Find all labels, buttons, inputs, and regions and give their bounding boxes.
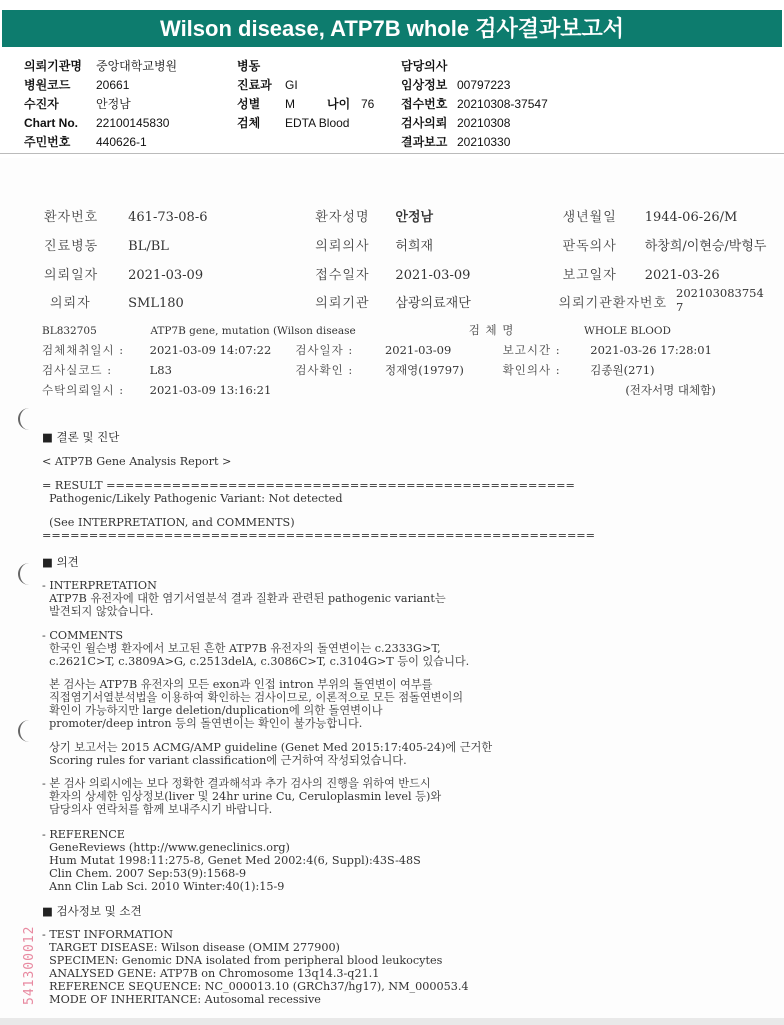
row-patient-id bbox=[44, 206, 737, 225]
e-signature-note: (전자서명 대체함) bbox=[625, 383, 716, 397]
header-col1 bbox=[24, 57, 177, 152]
chart-no-label: Chart No. bbox=[24, 116, 78, 130]
hospital-value: 중앙대학교병원 bbox=[96, 59, 178, 73]
punch-hole bbox=[18, 563, 34, 585]
consign-time-label: 수탁의뢰일시 : bbox=[42, 383, 125, 397]
report-date-value: 2021-03-26 bbox=[644, 268, 720, 283]
row-consign bbox=[42, 382, 716, 398]
requester-label: 의뢰자 bbox=[50, 296, 91, 311]
patient-name-label: 환자성명 bbox=[315, 210, 370, 225]
consign-time-value: 2021-03-09 13:16:21 bbox=[149, 383, 272, 397]
age-value: 76 bbox=[361, 97, 375, 111]
specimen-value: EDTA Blood bbox=[285, 116, 350, 130]
ordering-doctor-label: 의뢰의사 bbox=[315, 239, 370, 254]
report-title: Wilson disease, ATP7B whole 검사결과보고서 bbox=[2, 10, 782, 47]
inst-patient-no-label: 의뢰기관환자번호 bbox=[558, 296, 668, 311]
ward-label-2: 진료병동 bbox=[44, 239, 99, 254]
s2-line-9: promoter/deep intron 등의 돌연변이는 확인이 불가능합니다. bbox=[42, 717, 363, 730]
ward-value-2: BL/BL bbox=[128, 239, 169, 254]
test-confirm-value: 정재영(19797) bbox=[384, 363, 464, 377]
reading-doctor-value: 하창희/이현승/박형두 bbox=[644, 239, 767, 254]
patient-no-value: 461-73-08-6 bbox=[128, 210, 208, 225]
hospital-code-value: 20661 bbox=[96, 78, 130, 92]
specimen-name-value: WHOLE BLOOD bbox=[584, 325, 671, 337]
test-date-label: 검사일자 : bbox=[295, 343, 354, 357]
s3-line-3: ANALYSED GENE: ATP7B on Chromosome 13q14.3-q21.1 bbox=[42, 967, 380, 980]
birth-value: 1944-06-26/M bbox=[644, 210, 738, 225]
department-label: 진료과 bbox=[237, 78, 272, 92]
request-date-value-2: 2021-03-09 bbox=[128, 268, 204, 283]
s2-line-10: 상기 보고서는 2015 ACMG/AMP guideline (Genet Med 2015:17:405-24)에 근거한 bbox=[42, 741, 493, 754]
punch-hole bbox=[18, 720, 34, 742]
section-opinion-title: 의견 bbox=[56, 555, 79, 569]
s2-line-1: ATP7B 유전자에 대한 염기서열분석 결과 질환과 관련된 pathogenic variant는 bbox=[42, 592, 446, 605]
receipt-no-value: 20210308-37547 bbox=[457, 97, 548, 111]
s2-line-13: 환자의 상세한 임상정보(liver 및 24hr urine Cu, Ceruloplasmin level 등)와 bbox=[42, 790, 442, 803]
section-test-info-title: 검사정보 및 소견 bbox=[56, 904, 142, 918]
header-col2 bbox=[237, 57, 374, 133]
section-conclusion-heading: ■ 결론 및 진단 bbox=[42, 430, 120, 444]
institution-value: 삼광의료재단 bbox=[395, 296, 471, 311]
confirm-doctor-label: 확인의사 : bbox=[502, 363, 561, 377]
header-divider bbox=[0, 153, 784, 154]
row-lab-code bbox=[42, 362, 655, 378]
row-dates bbox=[44, 264, 720, 283]
row-collection bbox=[42, 342, 712, 358]
s3-line-1: TARGET DISEASE: Wilson disease (OMIM 277900) bbox=[42, 941, 340, 954]
sex-value: M bbox=[285, 97, 295, 111]
s2-line-7: 직접염기서열분석법을 이용하여 확인하는 검사이므로, 이론적으로 모든 점돌연변이의 bbox=[42, 691, 464, 704]
s3-line-4: REFERENCE SEQUENCE: NC_000013.10 (GRCh37/hg17), NM_000053.4 bbox=[42, 980, 469, 993]
page-bottom-edge bbox=[0, 1018, 784, 1025]
patient-no-label: 환자번호 bbox=[44, 210, 99, 225]
result-date-label: 결과보고 bbox=[401, 135, 448, 149]
result-date-value: 20210330 bbox=[457, 135, 511, 149]
report-time-value: 2021-03-26 17:28:01 bbox=[590, 343, 712, 357]
scanned-report bbox=[0, 158, 784, 1020]
request-date-label: 검사의뢰 bbox=[401, 116, 448, 130]
document-id-stamp: 541300012 bbox=[22, 925, 37, 1005]
hospital-label: 의뢰기관명 bbox=[24, 59, 82, 73]
lab-code-value: L83 bbox=[149, 363, 172, 377]
lab-code-label: 검사실코드 : bbox=[42, 363, 113, 377]
patient-value: 안정남 bbox=[96, 97, 131, 111]
clinical-info-value: 00797223 bbox=[457, 78, 511, 92]
patient-name-value: 안정남 bbox=[395, 210, 434, 225]
s2-line-19: Ann Clin Lab Sci. 2010 Winter:40(1):15-9 bbox=[42, 880, 285, 893]
confirm-doctor-value: 김종원(271) bbox=[590, 363, 655, 377]
section-test-info-heading: ■ 검사정보 및 소견 bbox=[42, 904, 142, 918]
s1-line-0: < ATP7B Gene Analysis Report > bbox=[42, 455, 232, 468]
s2-line-16: GeneReviews (http://www.geneclinics.org) bbox=[42, 841, 290, 854]
s2-line-11: Scoring rules for variant classification에 근거하여 작성되었습니다. bbox=[42, 754, 407, 767]
s3-line-0: - TEST INFORMATION bbox=[42, 928, 173, 941]
s2-line-4: 한국인 윌슨병 환자에서 보고된 흔한 ATP7B 유전자의 돌연변이는 c.2333G>T, bbox=[42, 642, 441, 655]
s3-line-5: MODE OF INHERITANCE: Autosomal recessive bbox=[42, 993, 321, 1006]
doctor-label: 담당의사 bbox=[401, 59, 448, 73]
row-ward bbox=[44, 235, 767, 254]
s2-line-15: - REFERENCE bbox=[42, 828, 125, 841]
s2-line-3: - COMMENTS bbox=[42, 629, 124, 642]
inst-patient-no bbox=[676, 286, 764, 314]
collection-time-value: 2021-03-09 14:07:22 bbox=[149, 343, 272, 357]
s2-line-12: - 본 검사 의뢰시에는 보다 정확한 결과해석과 추가 검사의 진행을 위하여 반드시 bbox=[42, 777, 431, 790]
receipt-no-label: 접수번호 bbox=[401, 97, 448, 111]
clinical-info-label: 임상정보 bbox=[401, 78, 448, 92]
report-time-label: 보고시간 : bbox=[502, 343, 561, 357]
s1-line-1: = RESULT ================================================== bbox=[42, 479, 575, 492]
s2-line-6: 본 검사는 ATP7B 유전자의 모든 exon과 인접 intron 부위의 돌연변이 여부를 bbox=[42, 678, 433, 691]
institution-label: 의뢰기관 bbox=[315, 296, 370, 311]
test-confirm-label: 검사확인 : bbox=[295, 363, 354, 377]
s2-line-17: Hum Mutat 1998:11:275-8, Genet Med 2002:4(6, Suppl):43S-48S bbox=[42, 854, 421, 867]
resident-no-value: 440626-1 bbox=[96, 135, 147, 149]
ward-label: 병동 bbox=[237, 59, 261, 73]
patient-label: 수진자 bbox=[24, 97, 59, 111]
receipt-date-label: 접수일자 bbox=[315, 268, 370, 283]
hospital-code-label: 병원코드 bbox=[24, 78, 71, 92]
birth-label: 생년월일 bbox=[562, 210, 617, 225]
row-requester bbox=[50, 292, 691, 311]
punch-hole bbox=[18, 408, 34, 430]
requester-value: SML180 bbox=[128, 296, 184, 311]
collection-time-label: 검체채취일시 : bbox=[42, 343, 125, 357]
chart-no-value: 22100145830 bbox=[96, 116, 170, 130]
s3-line-2: SPECIMEN: Genomic DNA isolated from peripheral blood leukocytes bbox=[42, 954, 443, 967]
test-name: ATP7B gene, mutation (Wilson disease bbox=[150, 325, 356, 337]
ordering-doctor-value: 허희재 bbox=[395, 239, 434, 254]
receipt-date-value: 2021-03-09 bbox=[395, 268, 471, 283]
request-date-label-2: 의뢰일자 bbox=[44, 268, 99, 283]
test-date-value: 2021-03-09 bbox=[384, 343, 452, 357]
inst-patient-no-value-line2: 7 bbox=[676, 300, 684, 314]
s2-line-5: c.2621C>T, c.3809A>G, c.2513delA, c.3086C>T, c.3104G>T 등이 있습니다. bbox=[42, 655, 470, 668]
specimen-label: 검체 bbox=[237, 116, 261, 130]
s1-line-3: (See INTERPRETATION, and COMMENTS) bbox=[42, 516, 295, 529]
age-label: 나이 bbox=[327, 97, 351, 111]
s2-line-0: - INTERPRETATION bbox=[42, 579, 157, 592]
header-col3 bbox=[401, 57, 548, 152]
specimen-name-label: 검 체 명 bbox=[468, 323, 515, 337]
section-opinion-heading: ■ 의견 bbox=[42, 555, 79, 569]
inst-patient-no-value-line1: 202103083754 bbox=[676, 286, 764, 300]
s1-line-4: =========================================================== bbox=[42, 529, 596, 542]
s2-line-2: 발견되지 않았습니다. bbox=[42, 605, 154, 618]
s2-line-18: Clin Chem. 2007 Sep:53(9):1568-9 bbox=[42, 867, 247, 880]
s2-line-14: 담당의사 연락처를 함께 보내주시기 바랍니다. bbox=[42, 803, 273, 816]
s2-line-8: 확인이 가능하지만 large deletion/duplication에 의한 돌연변이나 bbox=[42, 704, 383, 717]
test-code: BL832705 bbox=[42, 325, 97, 337]
department-value: GI bbox=[285, 78, 298, 92]
sex-label: 성별 bbox=[237, 97, 261, 111]
s1-line-2: Pathogenic/Likely Pathogenic Variant: Not detected bbox=[42, 492, 343, 505]
row-test-code bbox=[42, 322, 671, 338]
report-date-label: 보고일자 bbox=[562, 268, 617, 283]
reading-doctor-label: 판독의사 bbox=[562, 239, 617, 254]
request-date-value: 20210308 bbox=[457, 116, 511, 130]
section-conclusion-title: 결론 및 진단 bbox=[56, 430, 120, 444]
resident-no-label: 주민번호 bbox=[24, 135, 71, 149]
